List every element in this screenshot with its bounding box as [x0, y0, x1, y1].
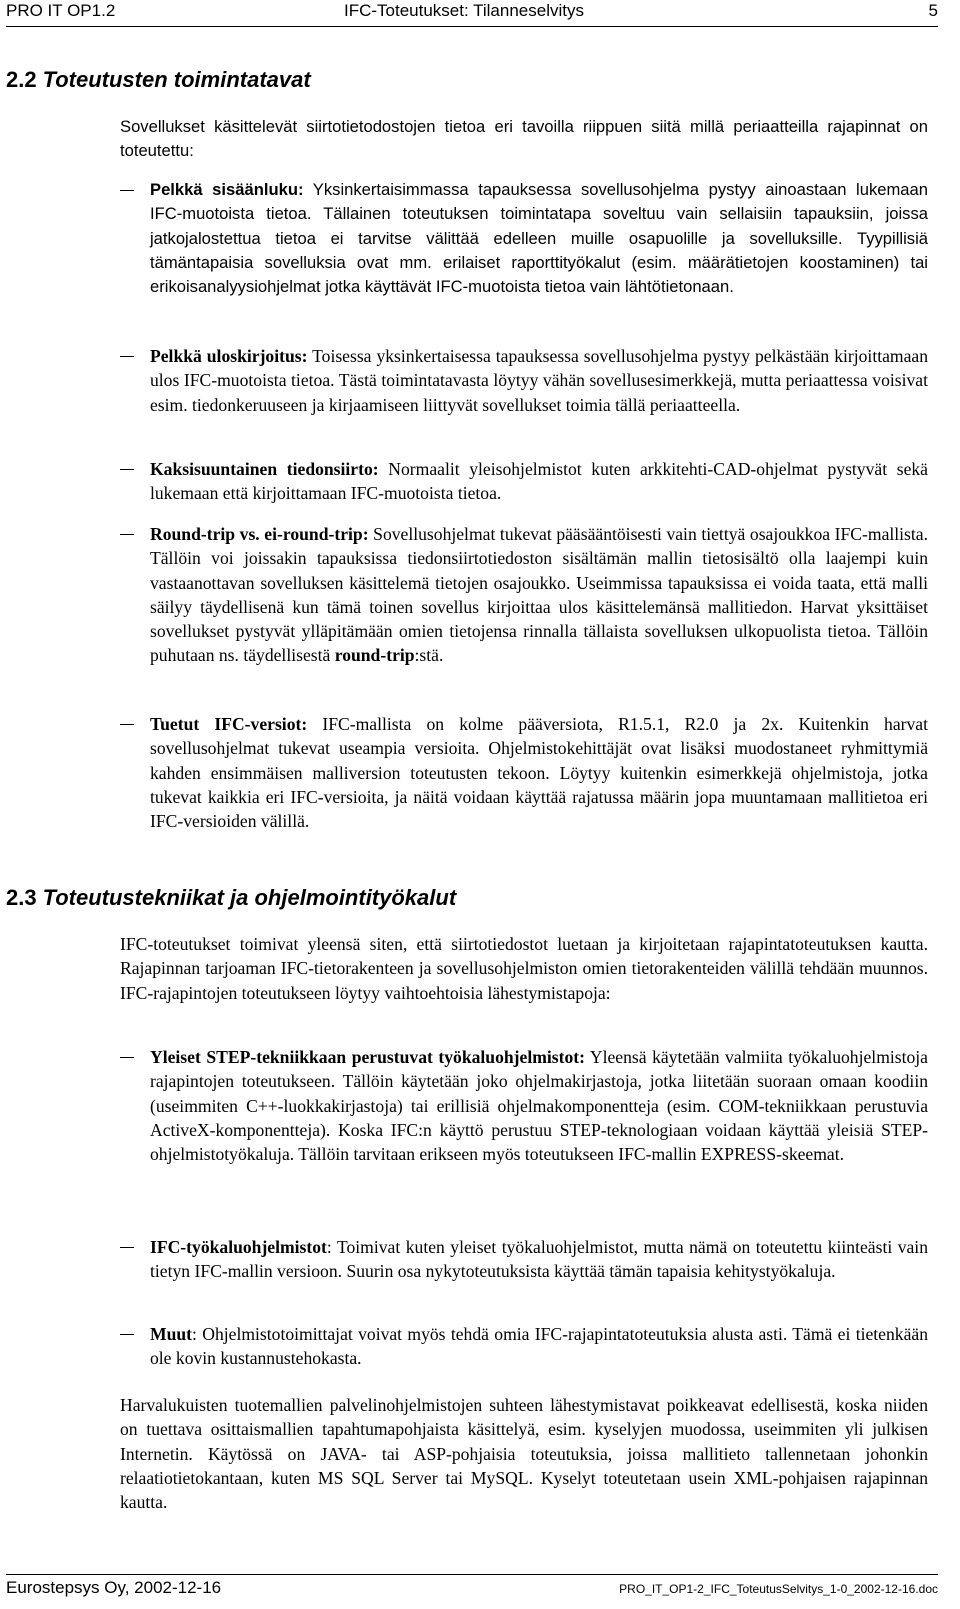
item-text-tail: :stä.: [414, 645, 444, 666]
footer-divider: [6, 1574, 938, 1575]
dash-bullet: [120, 724, 134, 725]
dash-bullet: [120, 469, 134, 470]
item-term: Tuetut IFC-versiot:: [150, 714, 308, 734]
item-text: IFC-mallista on kolme pääversiota, R1.5.1, R2.0 ja 2x. Kuitenkin harvat sovellusohjelmat tukevat useampia versioita. Ohjelmistokehittäjät ovat lisäksi muodostaneet ryhmittymiä kahden ensimmäisen malliversion toteutusten tekoon. Löytyy kuitenkin esimerkkejä ohjelmistoja, jotka tukevat kaikkia eri IFC-versioita, ja näitä voidaan käyttää rajatussa määrin jopa muuntamaan mallitietoa eri IFC-versioiden välillä.: [150, 714, 929, 832]
section-2-3-intro: IFC-toteutukset toimivat yleensä siten, että siirtotiedostot luetaan ja kirjoitetaan rajapintatoteutuksen kautta. Rajapinnan tarjoaman IFC-tietorakenteen ja sovellusohjelmiston omien tietorakenteiden välillä tehdään muunnos. IFC-rajapintojen toteutukseen löytyy vaihtoehtoisia lähestymistapoja:: [120, 934, 928, 1003]
footer-company-date: Eurostepsys Oy, 2002-12-16: [6, 1578, 222, 1597]
item-term: Yleiset STEP-tekniikkaan perustuvat työkaluohjelmistot:: [150, 1047, 585, 1067]
section-number: 2.2: [6, 67, 37, 92]
item-text: Yksinkertaisimmassa tapauksessa sovellusohjelma pystyy ainoastaan lukemaan IFC-muotoista tietoa. Tällainen toteutuksen toimintatapa soveltuu vain sellaisiin tapauksiin, joissa jatkojalostettua tietoa ei tarvitse välittää edelleen muille osapuolille ja sovelluksille. Tyypillisiä tämäntapaisia sovelluksia ovat mm. erilaiset raporttityökalut (esim. määrätietojen koostaminen) tai erikoisanalyysiohjelmat jotka käyttävät IFC-muotoista tietoa vain lähtötietonaan.: [150, 180, 928, 297]
list-item: [120, 1322, 928, 1371]
item-term: Pelkkä sisäänluku:: [150, 180, 304, 199]
item-term: Round-trip vs. ei-round-trip:: [150, 524, 369, 544]
header-divider: [6, 26, 938, 27]
section-2-3-closing: Harvalukuisten tuotemallien palvelinohjelmistojen suhteen lähestymistavat poikkeavat edellisestä, koska niiden on tuettava osittaismallien tapahtumapohjaista käsittelyä, esim. kyselyjen muodossa, useimmiten yli julkisen Internetin. Käytössä on JAVA- tai ASP-pohjaisia toteutuksia, joissa mallitieto tallennetaan johonkin relaatiotietokantaan, kuten MS SQL Server tai MySQL. Kyselyt toteutetaan usein XML-pohjaisen rajapinnan kautta.: [120, 1395, 928, 1513]
page-footer: [6, 1578, 938, 1602]
item-text: Sovellusohjelmat tukevat pääsääntöisesti vain tiettyä osajoukkoa IFC-mallista. Tällöin voi joissakin tapauksissa tiedonsiirtotiedoston sisältämän mallin tietosisältö olla laajempi kuin vastaanottavan sovelluksen käsittelemä tietojen osajoukko. Useimmissa tapauksissa ei voida taata, että malli säilyy täydellisenä kun tämä toinen sovellus kirjoittaa ulos käsittelemänsä mallitiedon. Harvat yksittäiset sovellukset pystyvät ylläpitämään omien tietojensa rinnalla tällaista sovelluksen ulkopuolista tietoa. Tällöin puhutaan ns. täydellisestä: [150, 524, 928, 666]
item-text: Toisessa yksinkertaisessa tapauksessa sovellusohjelma pystyy pelkästään kirjoittamaan ulos IFC-muotoista tietoa. Tästä toimintatavasta löytyy vähän sovellusesimerkkejä, mutta periaattessa voisivat esim. tiedonkeruuseen ja kirjaamiseen liittyvät sovellukset toimia tällä periaatteella.: [150, 346, 928, 415]
list-item: [120, 178, 928, 299]
section-title: Toteutusten toimintatavat: [42, 67, 311, 92]
item-text: Normaalit yleisohjelmistot kuten arkkitehti-CAD-ohjelmat pystyvät sekä lukemaan että kirjoittamaan IFC-muotoista tietoa.: [150, 459, 928, 504]
item-text: Yleensä käytetään valmiita työkaluohjelmistoja rajapintojen toteutukseen. Tällöin käytetään joko ohjelmakirjastoja, jotka liitetään suoraan omaan koodiin (useimmiten C++-luokkakirjastoja) tai erillisiä ohjelmakomponentteja (esim. COM-tekniikkaan perustuvia ActiveX-komponentteja). Koska IFC:n käyttö perustuu STEP-teknologiaan voidaan käyttää yleisiä STEP-ohjelmistotyökaluja. Tällöin tarvitaan erikseen myös toteutukseen IFC-mallin EXPRESS-skeemat.: [150, 1047, 928, 1165]
dash-bullet: [120, 356, 134, 357]
page-header: [6, 0, 938, 24]
header-document-title: IFC-Toteutukset: Tilanneselvitys: [344, 1, 584, 20]
item-text: : Toimivat kuten yleiset työkaluohjelmistot, mutta nämä on toteutettu kiinteästi vain tietyn IFC-mallin versioon. Suurin osa nykytoteutuksista käyttää tämän tapaisia kehitystyökaluja.: [150, 1237, 928, 1282]
section-number: 2.3: [6, 885, 37, 910]
list-item: [120, 1045, 928, 1166]
item-text: : Ohjelmistotoimittajat voivat myös tehdä omia IFC-rajapintatoteutuksia alusta asti. Tämä ei tietenkään ole kovin kustannustehokasta.: [150, 1324, 928, 1369]
section-2-3-heading: [6, 884, 456, 912]
dash-bullet: [120, 1247, 134, 1248]
dash-bullet: [120, 1057, 134, 1058]
footer-filename: PRO_IT_OP1-2_IFC_ToteutusSelvitys_1-0_2002-12-16.doc: [619, 1582, 938, 1596]
item-term: Kaksisuuntainen tiedonsiirto:: [150, 459, 379, 479]
list-item: [120, 1235, 928, 1284]
list-item: [120, 712, 928, 833]
item-term: Pelkkä uloskirjoitus:: [150, 346, 308, 366]
dash-bullet: [120, 190, 134, 191]
dash-bullet: [120, 534, 134, 535]
section-2-2-heading: [6, 66, 311, 94]
item-term: Muut: [150, 1324, 193, 1344]
header-project-code: PRO IT OP1.2: [6, 1, 116, 20]
section-title: Toteutustekniikat ja ohjelmointityökalut: [42, 885, 457, 910]
dash-bullet: [120, 1334, 134, 1335]
item-term: IFC-työkaluohjelmistot: [150, 1237, 327, 1257]
list-item: [120, 457, 928, 506]
section-2-2-intro: Sovellukset käsittelevät siirtotietodostojen tietoa eri tavoilla riippuen siitä millä periaatteilla rajapinnat on toteutettu:: [120, 117, 928, 161]
item-emphasis: round-trip: [334, 645, 415, 666]
list-item: [120, 344, 928, 417]
list-item: [120, 522, 928, 668]
header-page-number: 5: [928, 1, 938, 20]
